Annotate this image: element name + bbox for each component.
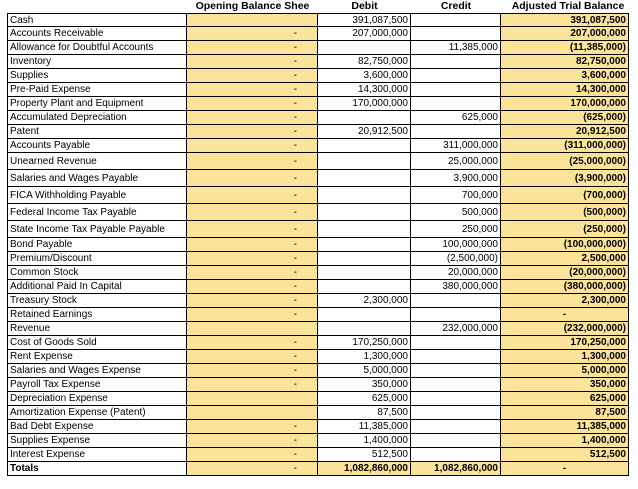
opening-balance-cell[interactable]: - (187, 97, 318, 111)
opening-balance-cell[interactable]: - (187, 364, 318, 378)
credit-cell[interactable] (411, 27, 501, 41)
adjusted-balance-cell[interactable]: 207,000,000 (501, 27, 629, 41)
credit-cell[interactable] (411, 448, 501, 462)
table-row (7, 308, 629, 322)
opening-balance-cell[interactable]: - (187, 170, 318, 187)
credit-cell[interactable] (411, 55, 501, 69)
table-row (7, 13, 629, 27)
opening-balance-cell[interactable] (187, 406, 318, 420)
debit-cell[interactable]: 207,000,000 (318, 27, 411, 41)
table-row (7, 187, 629, 204)
opening-balance-cell[interactable]: - (187, 350, 318, 364)
credit-cell[interactable] (411, 350, 501, 364)
debit-cell[interactable]: 87,500 (318, 406, 411, 420)
account-name-cell[interactable]: Unearned Revenue (7, 153, 187, 170)
adjusted-balance-cell[interactable]: 2,500,000 (501, 252, 629, 266)
adjusted-balance-cell[interactable]: - (501, 462, 629, 476)
credit-cell[interactable]: 625,000 (411, 111, 501, 125)
debit-cell[interactable] (318, 221, 411, 238)
table-row (7, 55, 629, 69)
credit-cell[interactable]: 700,000 (411, 187, 501, 204)
adjusted-balance-cell[interactable]: (250,000) (501, 221, 629, 238)
opening-balance-cell[interactable] (187, 392, 318, 406)
credit-cell[interactable] (411, 13, 501, 27)
adjusted-balance-cell[interactable]: 512,500 (501, 448, 629, 462)
opening-balance-cell[interactable]: - (187, 204, 318, 221)
account-name-cell[interactable]: Treasury Stock (7, 294, 187, 308)
debit-cell[interactable] (318, 322, 411, 336)
debit-cell[interactable] (318, 238, 411, 252)
credit-cell[interactable] (411, 69, 501, 83)
opening-balance-cell[interactable]: - (187, 153, 318, 170)
adjusted-balance-cell[interactable]: (700,000) (501, 187, 629, 204)
credit-cell[interactable]: 250,000 (411, 221, 501, 238)
opening-balance-cell[interactable]: - (187, 280, 318, 294)
opening-balance-cell[interactable]: - (187, 139, 318, 153)
table-row (7, 238, 629, 252)
credit-cell[interactable]: 311,000,000 (411, 139, 501, 153)
account-name-cell[interactable]: Accounts Payable (7, 139, 187, 153)
credit-cell[interactable] (411, 308, 501, 322)
account-name-cell[interactable]: Totals (7, 462, 187, 476)
account-name-cell[interactable]: Retained Earnings (7, 308, 187, 322)
opening-balance-cell[interactable]: - (187, 83, 318, 97)
debit-cell[interactable]: 1,400,000 (318, 434, 411, 448)
debit-cell[interactable] (318, 266, 411, 280)
credit-cell[interactable] (411, 392, 501, 406)
opening-balance-cell[interactable]: - (187, 266, 318, 280)
table-row (7, 27, 629, 41)
debit-cell[interactable]: 1,300,000 (318, 350, 411, 364)
adjusted-balance-cell[interactable]: 3,600,000 (501, 69, 629, 83)
account-name-cell[interactable]: Cost of Goods Sold (7, 336, 187, 350)
adjusted-balance-cell[interactable]: 350,000 (501, 378, 629, 392)
account-name-cell[interactable]: Common Stock (7, 266, 187, 280)
debit-cell[interactable] (318, 41, 411, 55)
table-row (7, 221, 629, 238)
debit-cell[interactable]: 82,750,000 (318, 55, 411, 69)
table-row (7, 406, 629, 420)
account-name-cell[interactable]: Accumulated Depreciation (7, 111, 187, 125)
debit-cell[interactable] (318, 280, 411, 294)
opening-balance-cell[interactable]: - (187, 55, 318, 69)
adjusted-balance-cell[interactable]: (100,000,000) (501, 238, 629, 252)
table-row (7, 280, 629, 294)
debit-cell[interactable]: 14,300,000 (318, 83, 411, 97)
opening-balance-cell[interactable] (187, 13, 318, 27)
account-name-cell[interactable]: Property Plant and Equipment (7, 97, 187, 111)
adjusted-balance-cell[interactable]: 1,300,000 (501, 350, 629, 364)
header-debit[interactable]: Debit (351, 0, 378, 12)
debit-cell[interactable]: 170,000,000 (318, 97, 411, 111)
opening-balance-cell[interactable]: - (187, 252, 318, 266)
credit-cell[interactable]: 232,000,000 (411, 322, 501, 336)
table-row (7, 336, 629, 350)
table-row (7, 69, 629, 83)
credit-cell[interactable]: 25,000,000 (411, 153, 501, 170)
credit-cell[interactable]: (2,500,000) (411, 252, 501, 266)
table-row (7, 350, 629, 364)
table-row (7, 448, 629, 462)
account-name-cell[interactable]: Salaries and Wages Payable (7, 170, 187, 187)
adjusted-balance-cell[interactable]: 170,250,000 (501, 336, 629, 350)
table-row (7, 322, 629, 336)
table-row (7, 252, 629, 266)
table-row (7, 41, 629, 55)
opening-balance-cell[interactable]: - (187, 111, 318, 125)
debit-cell[interactable] (318, 111, 411, 125)
adjusted-balance-cell[interactable]: (380,000,000) (501, 280, 629, 294)
credit-cell[interactable] (411, 378, 501, 392)
table-row (7, 378, 629, 392)
account-name-cell[interactable]: Patent (7, 125, 187, 139)
account-name-cell[interactable]: Rent Expense (7, 350, 187, 364)
table-row (7, 434, 629, 448)
account-name-cell[interactable]: Inventory (7, 55, 187, 69)
table-row (7, 153, 629, 170)
debit-cell[interactable] (318, 187, 411, 204)
adjusted-balance-cell[interactable]: 5,000,000 (501, 364, 629, 378)
account-name-cell[interactable]: Accounts Receivable (7, 27, 187, 41)
debit-cell[interactable] (318, 153, 411, 170)
account-name-cell[interactable]: Revenue (7, 322, 187, 336)
opening-balance-cell[interactable]: - (187, 434, 318, 448)
opening-balance-cell[interactable]: - (187, 420, 318, 434)
opening-balance-cell[interactable]: - (187, 336, 318, 350)
opening-balance-cell[interactable]: - (187, 238, 318, 252)
adjusted-balance-cell[interactable]: 87,500 (501, 406, 629, 420)
table-row (7, 462, 629, 476)
adjusted-balance-cell[interactable]: 170,000,000 (501, 97, 629, 111)
debit-cell[interactable]: 625,000 (318, 392, 411, 406)
debit-cell[interactable]: 2,300,000 (318, 294, 411, 308)
table-row (7, 392, 629, 406)
header-adjusted-trial-balance[interactable]: Adjusted Trial Balance (511, 0, 625, 12)
debit-cell[interactable] (318, 170, 411, 187)
account-name-cell[interactable]: Bond Payable (7, 238, 187, 252)
opening-balance-cell[interactable] (187, 322, 318, 336)
debit-cell[interactable]: 3,600,000 (318, 69, 411, 83)
account-name-cell[interactable]: Supplies Expense (7, 434, 187, 448)
header-credit[interactable]: Credit (440, 0, 472, 12)
account-name-cell[interactable]: Payroll Tax Expense (7, 378, 187, 392)
table-row (7, 266, 629, 280)
debit-cell[interactable]: 11,385,000 (318, 420, 411, 434)
credit-cell[interactable]: 380,000,000 (411, 280, 501, 294)
debit-cell[interactable] (318, 139, 411, 153)
debit-cell[interactable]: 170,250,000 (318, 336, 411, 350)
credit-cell[interactable]: 11,385,000 (411, 41, 501, 55)
account-name-cell[interactable]: Interest Expense (7, 448, 187, 462)
adjusted-balance-cell[interactable]: (232,000,000) (501, 322, 629, 336)
account-name-cell[interactable]: Supplies (7, 69, 187, 83)
debit-cell[interactable]: 391,087,500 (318, 13, 411, 27)
debit-cell[interactable]: 1,082,860,000 (318, 462, 411, 476)
account-name-cell[interactable]: Depreciation Expense (7, 392, 187, 406)
adjusted-balance-cell[interactable]: (500,000) (501, 204, 629, 221)
table-row (7, 294, 629, 308)
table-row (7, 111, 629, 125)
credit-cell[interactable] (411, 97, 501, 111)
debit-cell[interactable] (318, 204, 411, 221)
credit-cell[interactable]: 3,900,000 (411, 170, 501, 187)
account-name-cell[interactable]: Cash (7, 13, 187, 27)
opening-balance-cell[interactable]: - (187, 27, 318, 41)
adjusted-balance-cell[interactable]: (11,385,000) (501, 41, 629, 55)
table-row (7, 97, 629, 111)
adjusted-balance-cell[interactable]: 20,912,500 (501, 125, 629, 139)
account-name-cell[interactable]: State Income Tax Payable Payable (7, 221, 187, 238)
debit-cell[interactable]: 5,000,000 (318, 364, 411, 378)
adjusted-balance-cell[interactable]: 391,087,500 (501, 13, 629, 27)
credit-cell[interactable]: 20,000,000 (411, 266, 501, 280)
adjusted-balance-cell[interactable]: 82,750,000 (501, 55, 629, 69)
debit-cell[interactable] (318, 308, 411, 322)
credit-cell[interactable] (411, 364, 501, 378)
opening-balance-cell[interactable]: - (187, 125, 318, 139)
adjusted-balance-cell[interactable]: (311,000,000) (501, 139, 629, 153)
table-row (7, 125, 629, 139)
debit-cell[interactable]: 20,912,500 (318, 125, 411, 139)
account-name-cell[interactable]: Pre-Paid Expense (7, 83, 187, 97)
account-name-cell[interactable]: FICA Withholding Payable (7, 187, 187, 204)
table-row (7, 364, 629, 378)
adjusted-balance-cell[interactable]: (3,900,000) (501, 170, 629, 187)
table-row (7, 204, 629, 221)
adjusted-balance-cell[interactable]: (625,000) (501, 111, 629, 125)
table-row (7, 83, 629, 97)
adjusted-balance-cell[interactable]: (25,000,000) (501, 153, 629, 170)
account-name-cell[interactable]: Allowance for Doubtful Accounts (7, 41, 187, 55)
account-name-cell[interactable]: Bad Debt Expense (7, 420, 187, 434)
credit-cell[interactable] (411, 434, 501, 448)
adjusted-balance-cell[interactable]: 14,300,000 (501, 83, 629, 97)
adjusted-balance-cell[interactable]: 1,400,000 (501, 434, 629, 448)
opening-balance-cell[interactable]: - (187, 378, 318, 392)
credit-cell[interactable] (411, 336, 501, 350)
credit-cell[interactable]: 500,000 (411, 204, 501, 221)
header-opening-balance[interactable]: Opening Balance Shee (195, 0, 310, 12)
opening-balance-cell[interactable]: - (187, 187, 318, 204)
opening-balance-cell[interactable]: - (187, 294, 318, 308)
adjusted-balance-cell[interactable]: 11,385,000 (501, 420, 629, 434)
debit-cell[interactable] (318, 252, 411, 266)
adjusted-balance-cell[interactable]: 2,300,000 (501, 294, 629, 308)
account-name-cell[interactable]: Additional Paid In Capital (7, 280, 187, 294)
table-row (7, 170, 629, 187)
opening-balance-cell[interactable]: - (187, 462, 318, 476)
credit-cell[interactable] (411, 294, 501, 308)
opening-balance-cell[interactable]: - (187, 448, 318, 462)
credit-cell[interactable]: 1,082,860,000 (411, 462, 501, 476)
debit-cell[interactable]: 512,500 (318, 448, 411, 462)
opening-balance-cell[interactable]: - (187, 41, 318, 55)
account-name-cell[interactable]: Federal Income Tax Payable (7, 204, 187, 221)
account-name-cell[interactable]: Salaries and Wages Expense (7, 364, 187, 378)
adjusted-balance-cell[interactable]: (20,000,000) (501, 266, 629, 280)
adjusted-balance-cell[interactable]: 625,000 (501, 392, 629, 406)
credit-cell[interactable] (411, 420, 501, 434)
opening-balance-cell[interactable]: - (187, 221, 318, 238)
credit-cell[interactable] (411, 406, 501, 420)
credit-cell[interactable]: 100,000,000 (411, 238, 501, 252)
credit-cell[interactable] (411, 83, 501, 97)
credit-cell[interactable] (411, 125, 501, 139)
adjusted-balance-cell[interactable]: - (501, 308, 629, 322)
opening-balance-cell[interactable]: - (187, 308, 318, 322)
opening-balance-cell[interactable]: - (187, 69, 318, 83)
debit-cell[interactable]: 350,000 (318, 378, 411, 392)
account-name-cell[interactable]: Amortization Expense (Patent) (7, 406, 187, 420)
account-name-cell[interactable]: Premium/Discount (7, 252, 187, 266)
table-row (7, 139, 629, 153)
table-row (7, 420, 629, 434)
